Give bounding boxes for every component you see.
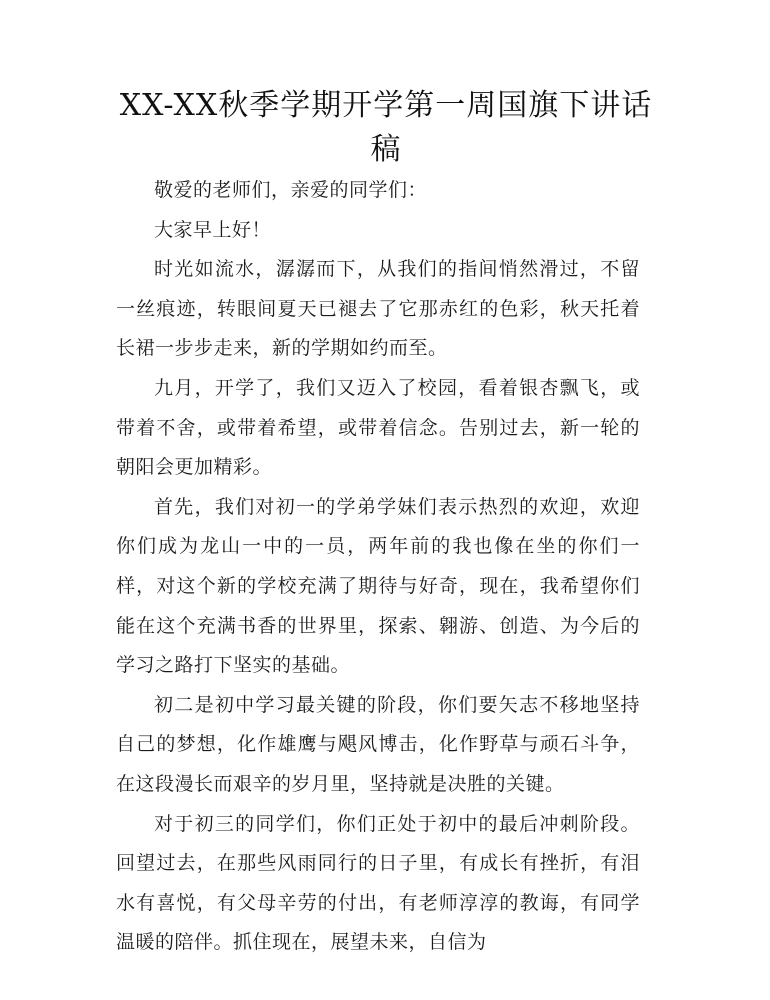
document-title: XX-XX秋季学期开学第一周国旗下讲话稿 (119, 88, 653, 167)
document-body (116, 171, 640, 963)
body-paragraph: 首先，我们对初一的学弟学妹们表示热烈的欢迎，欢迎你们成为龙山一中的一员，两年前的我也像在坐的你们一样，对这个新的学校充满了期待与好奇，现在，我希望你们能在这个充满书香的世界里，探索、翱游、创造、为今后的学习之路打下坚实的基础。 (116, 495, 640, 677)
greeting-paragraph: 大家早上好！ (154, 218, 272, 241)
body-paragraph: 对于初三的同学们，你们正处于初中的最后冲刺阶段。回望过去，在那些风雨同行的日子里，有成长有挫折，有泪水有喜悦，有父母辛劳的付出，有老师淳淳的教诲，有同学温暖的陪伴。抓住现在，展望未来，自信为 (116, 812, 640, 954)
body-paragraph: 九月，开学了，我们又迈入了校园，看着银杏飘飞，或带着不舍，或带着希望，或带着信念。告别过去，新一轮的朝阳会更加精彩。 (116, 376, 640, 479)
body-paragraph: 初二是初中学习最关键的阶段，你们要矢志不移地坚持自己的梦想，化作雄鹰与飓风博击，化作野草与顽石斗争，在这段漫长而艰辛的岁月里，坚持就是决胜的关键。 (116, 693, 640, 795)
salutation-paragraph: 敬爱的老师们，亲爱的同学们： (154, 179, 428, 201)
body-paragraph: 时光如流水，潺潺而下，从我们的指间悄然滑过，不留一丝痕迹，转眼间夏天已褪去了它那赤红的色彩，秋天托着长裙一步步走来，新的学期如约而至。 (116, 258, 640, 360)
